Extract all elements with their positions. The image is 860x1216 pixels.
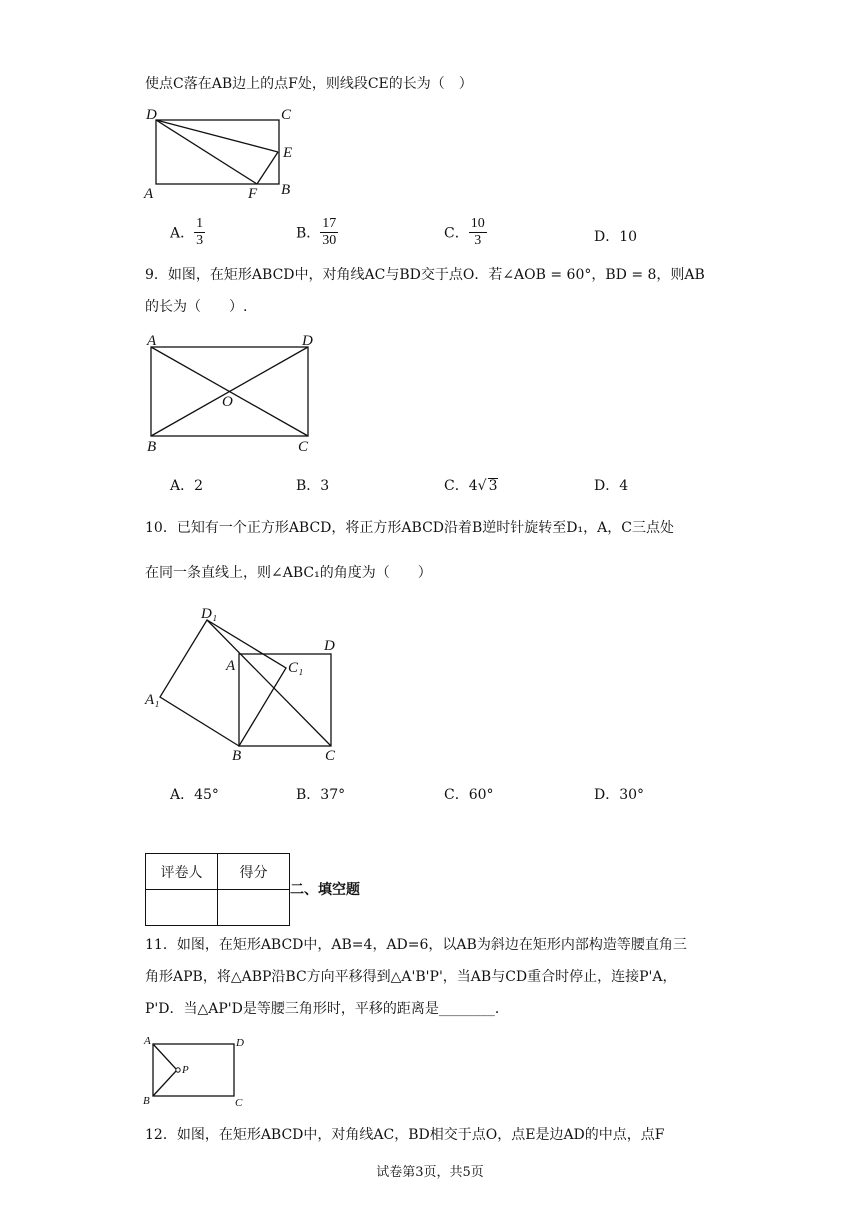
q8-label-e: E (283, 145, 293, 161)
q11-label-d: D (236, 1037, 244, 1049)
q9-figure (140, 330, 330, 455)
q9-line1: 9．如图，在矩形ABCD中，对角线AC与BD交于点O．若∠AOB = 60°，BD = 8，则AB (145, 267, 705, 283)
q8-label-c: C (281, 107, 292, 123)
q11-line1: 11．如图，在矩形ABCD中，AB=4，AD=6，以AB为斜边在矩形内部构造等腰直角三 (145, 937, 687, 953)
page-footer: 试卷第3页，共5页 (376, 1165, 484, 1180)
q9-option-d: D．4 (594, 478, 629, 494)
q8-option-b: B． $\frac{17}{30}$ (296, 216, 337, 248)
q11-figure (140, 1034, 260, 1114)
q9-line2: 的长为（ ）. (145, 299, 248, 315)
q11-line3: P'D．当△AP'D是等腰三角形时，平移的距离是________． (145, 1001, 509, 1017)
q8-figure (140, 104, 310, 204)
score-table (145, 853, 290, 926)
q10-line1: 10．已知有一个正方形ABCD，将正方形ABCD沿着B逆时针旋转至D₁，A，C三点处 (145, 520, 674, 536)
q10-option-d: D．30° (594, 787, 645, 803)
q11-line2: 角形APB，将△ABP沿BC方向平移得到△A'B'P'，当AB与CD重合时停止，连接P'A， (145, 969, 677, 985)
score-table-score-header: 得分 (218, 854, 290, 890)
q9-label-b: B (147, 439, 157, 455)
q8-label-a: A (144, 186, 154, 202)
q9-label-a: A (147, 333, 157, 349)
q10-option-b: B．37° (296, 787, 346, 803)
q9-option-c: C．4√ 3 (444, 478, 498, 494)
q8-option-a: A． $\frac{1}{3}$ (170, 216, 204, 248)
q9-label-d: D (302, 333, 313, 349)
q10-figure (140, 600, 350, 770)
q10-label-a: A (226, 658, 236, 674)
q9-option-a: A．2 (170, 478, 204, 494)
q8-option-d: D．10 (594, 229, 638, 245)
q8-label-b: B (281, 182, 291, 198)
q8-option-c: C． $\frac{10}{3}$ (444, 216, 485, 248)
q10-option-c: C．60° (444, 787, 494, 803)
score-table-score-cell (218, 890, 290, 926)
q10-option-a: A．45° (170, 787, 219, 803)
section-title: 二、填空题 (290, 882, 360, 898)
q10-label-d: D (324, 638, 335, 654)
q9-label-c: C (298, 439, 309, 455)
q10-label-c1: C₁ (288, 660, 304, 676)
q9-label-o: O (222, 394, 233, 410)
q8-stem-tail: 使点C落在AB边上的点F处，则线段CE的长为（ ） (145, 76, 473, 92)
q8-label-f: F (248, 186, 258, 202)
q11-label-a: A (144, 1035, 151, 1047)
q8-label-d: D (146, 107, 157, 123)
score-table-reviewer-cell (146, 890, 218, 926)
q10-line2: 在同一条直线上，则∠ABC₁的角度为（ ） (145, 565, 432, 581)
q10-label-d1: D₁ (201, 606, 218, 622)
q10-label-a1: A₁ (145, 692, 160, 708)
q10-label-c: C (325, 748, 336, 764)
q9-option-b: B．3 (296, 478, 330, 494)
q11-label-b: B (143, 1095, 150, 1107)
q12-line1: 12．如图，在矩形ABCD中，对角线AC，BD相交于点O，点E是边AD的中点，点F (145, 1127, 665, 1143)
score-table-reviewer-header: 评卷人 (146, 854, 218, 890)
q11-label-c: C (235, 1097, 243, 1109)
q11-label-p: P (182, 1064, 189, 1076)
q10-label-b: B (232, 748, 242, 764)
